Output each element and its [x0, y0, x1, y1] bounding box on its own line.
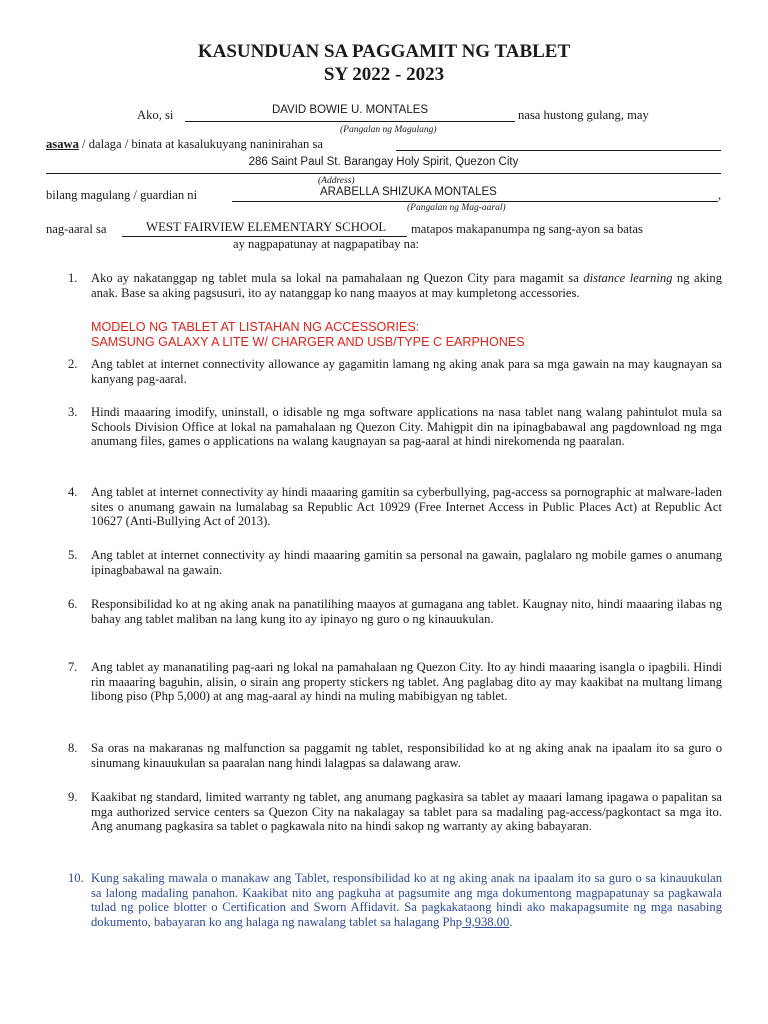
item-7-number: 7. — [68, 660, 78, 674]
comma: , — [718, 188, 722, 202]
item-5-text: Ang tablet at internet connectivity ay hindi maaaring gamitin sa personal na gawain, paglalaro ng mobile games o anumang ipinagbabawal na gawain. — [91, 548, 722, 577]
item-10-text — [91, 871, 722, 929]
item-6-text: Responsibilidad ko at ng aking anak na panatilihing maayos at gumagana ang tablet. Kaugnay nito, hindi maaaring ilabas ng bahay ang tablet maliban na lang kung ito ay ipinayo ng guro o ng kinauukulan. — [91, 597, 722, 626]
item-9-number: 9. — [68, 790, 78, 804]
item-10-body: Kung sakaling mawala o manakaw ang Tablet, responsibilidad ko at ng aking anak na ipaalam ito sa guro o sa kinauukulan sa lalong madaling panahon. Kaakibat nito ang pagkuha at pagsumite ang mga dokumentong magpapatunay sa pagkawala tulad ng police blotter o Certification and Sworn Affidavit. Sa pagkakataong hindi ako makapagsumite ng mga nasabing dokumento, babayaran ko ang halaga ng nawalang tablet sa halagang Php — [91, 871, 722, 929]
civil-status-rest: / dalaga / binata at kasalukuyang naninirahan sa — [82, 137, 323, 151]
parent-name-line — [185, 121, 515, 122]
parent-name-value: DAVID BOWIE U. MONTALES — [271, 104, 429, 116]
school-label: nag-aaral sa — [46, 222, 107, 236]
student-name-value: ARABELLA SHIZUKA MONTALES — [320, 186, 497, 198]
civil-status-line — [46, 137, 323, 153]
document-title: KASUNDUAN SA PAGGAMIT NG TABLET — [197, 41, 571, 62]
item-1-text — [91, 271, 722, 300]
student-name-caption: (Pangalan ng Mag-aaral) — [407, 203, 506, 213]
item-1-model-heading: MODELO NG TABLET AT LISTAHAN NG ACCESSORIES: — [91, 320, 420, 334]
parent-name-caption: (Pangalan ng Magulang) — [340, 125, 437, 135]
nasa-hustong-label: nasa hustong gulang, may — [518, 108, 649, 122]
item-3-text: Hindi maaaring imodify, uninstall, o idisable ng mga software applications na nasa tablet nang walang pahintulot mula sa Schools Division Office at lokal na pamahalaan ng Quezon City. Mahigpit din na ipinagbabawal ang pagdownload ng mga anumang files, games o applications na walang kaugnayan sa pag-aaral at hindi nirekomenda ng paaralan. — [91, 405, 722, 448]
residence-line — [396, 150, 721, 151]
item-4-number: 4. — [68, 485, 78, 499]
item-7-text: Ang tablet ay mananatiling pag-aari ng lokal na pamahalaan ng Quezon City. Ito ay hindi maaaring isangla o ipagbili. Hindi rin maaaring baguhin, alisin, o sirain ang property stickers ng tablet. Ang paglabag dito ay may kaakibat na multang limang libong piso (Php 5,000) at ang mag-aaral ay hindi na muling mabibigyan ng tablet. — [91, 660, 722, 703]
school-value: WEST FAIRVIEW ELEMENTARY SCHOOL — [146, 220, 387, 234]
item-1-number: 1. — [68, 271, 78, 285]
item-8-text: Sa oras na makaranas ng malfunction sa paggamit ng tablet, responsibilidad ko at ng aking anak na ipaalam ito sa guro o sinumang kinauukulan sa paaralan nang hindi lalagpas sa dalawang araw. — [91, 741, 722, 770]
matapos-label: matapos makapanumpa ng sang-ayon sa batas — [411, 222, 643, 236]
item-6-number: 6. — [68, 597, 78, 611]
student-name-line — [232, 201, 718, 202]
address-caption: (Address) — [318, 176, 355, 186]
item-10-number: 10. — [68, 871, 84, 885]
item-1-part2: ng aking anak. Base sa aking pagsusuri, ito ay natanggap ko nang maayos at may kumpletong accessories. — [91, 271, 723, 300]
nagpapatunay-label: ay nagpapatunay at nagpapatibay na: — [233, 237, 420, 251]
address-line — [46, 173, 721, 174]
address-value: 286 Saint Paul St. Barangay Holy Spirit, Quezon City — [248, 156, 519, 168]
item-1-part1: Ako ay nakatanggap ng tablet mula sa lokal na pamahalaan ng Quezon City para magamit sa — [91, 271, 584, 285]
item-10-end: . — [509, 914, 513, 929]
item-1-model-value: SAMSUNG GALAXY A LITE W/ CHARGER AND USB/TYPE C EARPHONES — [91, 335, 525, 349]
school-year: SY 2022 - 2023 — [323, 64, 445, 85]
item-2-number: 2. — [68, 357, 78, 371]
item-10-amount: 9,938.00 — [462, 914, 510, 929]
ako-si-label: Ako, si — [137, 108, 174, 122]
item-2-text: Ang tablet at internet connectivity allowance ay gagamitin lamang ng aking anak para sa mga gawain na may kaugnayan sa kanyang pag-aaral. — [91, 357, 722, 386]
guardian-label: bilang magulang / guardian ni — [46, 188, 198, 202]
item-4-text: Ang tablet at internet connectivity ay hindi maaaring gamitin sa cyberbullying, pag-access sa pornographic at malware-laden sites o anumang gawain na lumalabag sa Republic Act 10929 (Free Internet Access in Public Places Act) at Republic Act 10627 (Anti-Bullying Act of 2013). — [91, 485, 722, 528]
item-8-number: 8. — [68, 741, 78, 755]
item-1-italic: distance learning — [583, 271, 673, 285]
item-3-number: 3. — [68, 405, 78, 419]
item-5-number: 5. — [68, 548, 78, 562]
item-9-text: Kaakibat ng standard, limited warranty ng tablet, ang anumang pagkasira sa tablet ay maaari lamang ipagawa o papalitan sa mga authorized service centers sa Quezon City na nakalagay sa tablet para sa madaling pag-access/pagkontact sa mga ito. Ang anumang pagkasira sa tablet o pagkawala nito na hindi sakop ng warranty ay aking babayaran. — [91, 790, 722, 833]
civil-status-selected: asawa — [46, 137, 79, 151]
